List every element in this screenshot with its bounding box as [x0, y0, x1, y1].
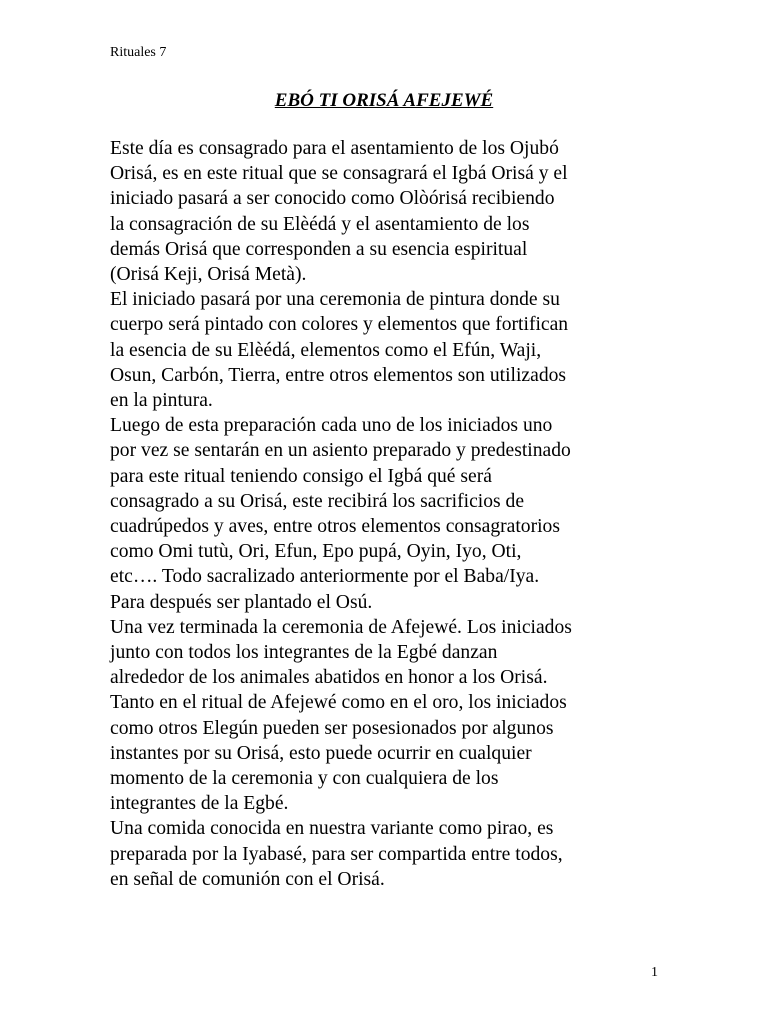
text-line: en la pintura. [110, 390, 213, 412]
text-line: para este ritual teniendo consigo el Igbá qué será [110, 465, 492, 487]
text-line: la consagración de su Elèédá y el asentamiento de los [110, 213, 530, 235]
text-line: Orisá, es en este ritual que se consagrará el Igbá Orisá y el [110, 163, 568, 185]
text-line: consagrado a su Orisá, este recibirá los sacrificios de [110, 490, 525, 512]
text-line: Este día es consagrado para el asentamiento de los Ojubó [110, 138, 559, 159]
text-line: El iniciado pasará por una ceremonia de pintura donde su [110, 289, 560, 311]
document-title: EBÓ TI ORISÁ AFEJEWÉ [274, 90, 494, 111]
text-line: integrantes de la Egbé. [110, 793, 289, 815]
text-line: cuerpo será pintado con colores y elementos que fortifican [110, 314, 569, 336]
text-line: Para después ser plantado el Osú. [110, 591, 373, 613]
text-line: como otros Elegún pueden ser posesionados por algunos [110, 717, 554, 739]
text-line: Una comida conocida en nuestra variante como pirao, es [110, 818, 554, 840]
text-line: Tanto en el ritual de Afejewé como en el oro, los iniciados [110, 692, 567, 714]
text-line: Una vez terminada la ceremonia de Afejewé. Los iniciados [110, 616, 572, 638]
text-line: como Omi tutù, Ori, Efun, Epo pupá, Oyin, Iyo, Oti, [110, 541, 522, 563]
running-head: Rituales 7 [110, 45, 167, 60]
text-line: cuadrúpedos y aves, entre otros elementos consagratorios [110, 516, 560, 538]
text-line: por vez se sentarán en un asiento preparado y predestinado [110, 440, 571, 462]
text-line: Osun, Carbón, Tierra, entre otros elementos son utilizados [110, 364, 567, 386]
text-line: preparada por la Iyabasé, para ser compartida entre todos, [110, 843, 563, 865]
text-line: instantes por su Orisá, esto puede ocurrir en cualquier [110, 742, 532, 764]
text-line: iniciado pasará a ser conocido como Olòórisá recibiendo [110, 188, 555, 210]
text-line: la esencia de su Elèédá, elementos como el Efún, Waji, [110, 339, 542, 361]
text-line: demás Orisá que corresponden a su esencia espiritual [110, 238, 528, 260]
text-line: momento de la ceremonia y con cualquiera de los [110, 768, 499, 790]
page-number: 1 [651, 965, 658, 980]
body-text [110, 136, 700, 892]
text-line: alrededor de los animales abatidos en honor a los Orisá. [110, 667, 548, 689]
text-line: etc…. Todo sacralizado anteriormente por el Baba/Iya. [110, 566, 540, 588]
text-line: (Orisá Keji, Orisá Metà). [110, 264, 307, 286]
text-line: junto con todos los integrantes de la Egbé danzan [110, 642, 498, 664]
text-line: en señal de comunión con el Orisá. [110, 868, 385, 890]
text-line: Luego de esta preparación cada uno de los iniciados uno [110, 415, 553, 437]
